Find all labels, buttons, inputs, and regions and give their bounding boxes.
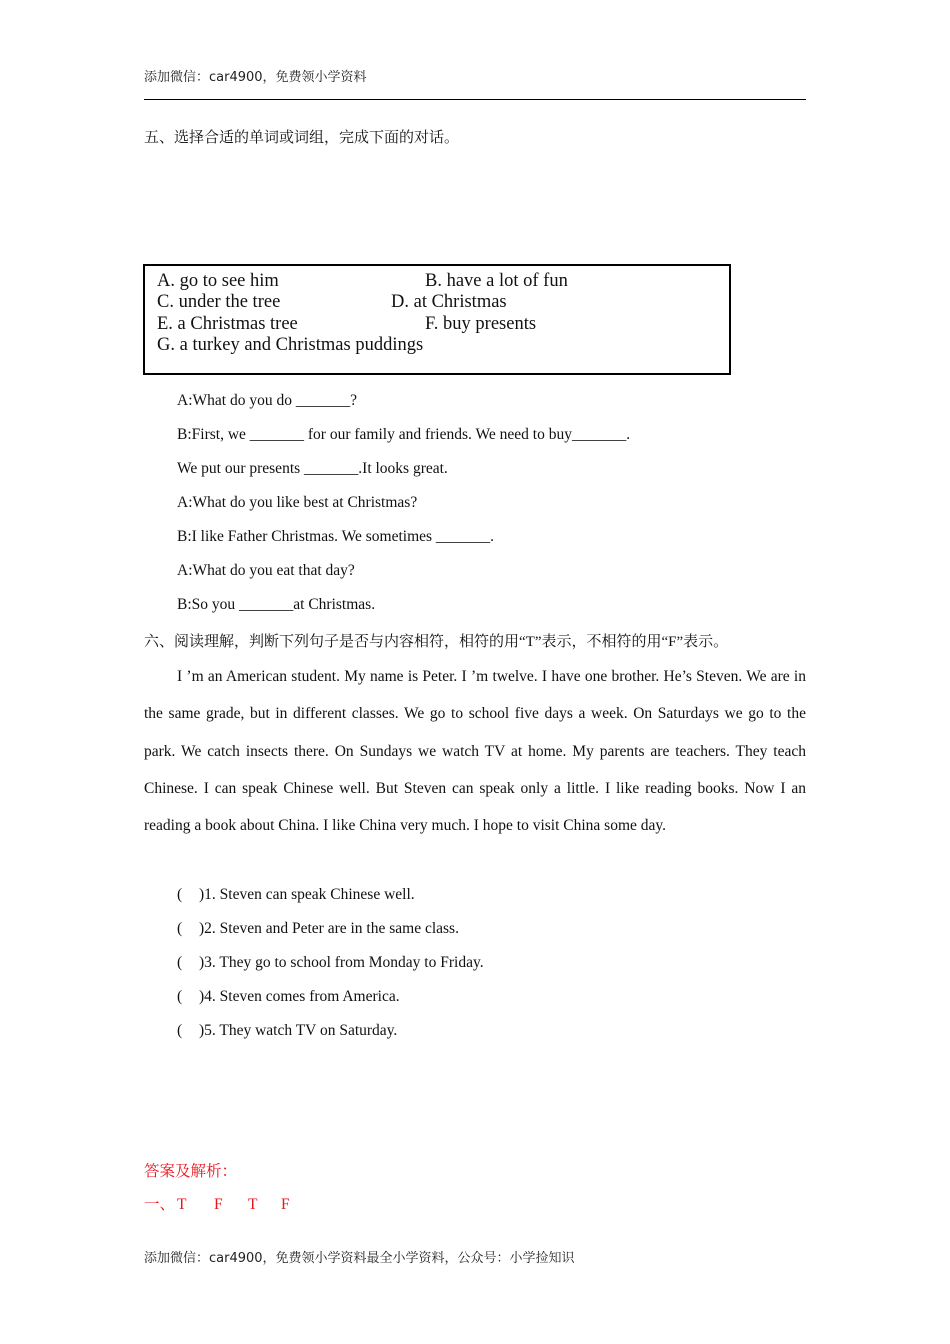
- option-b: B. have a lot of fun: [425, 271, 568, 291]
- question-item: [177, 954, 484, 972]
- question-item: [177, 1022, 397, 1040]
- page-header: 添加微信：car4900，免费领小学资料: [144, 70, 367, 85]
- answer-value: T: [177, 1196, 187, 1213]
- dialogue-line: B:I like Father Christmas. We sometimes _______.: [177, 528, 495, 545]
- section-5-title: 五、选择合适的单词或词组，完成下面的对话。: [144, 130, 460, 146]
- answers-row-label: 一、: [144, 1196, 176, 1213]
- dialogue-line: B:First, we _______ for our family and friends. We need to buy_______.: [177, 426, 631, 443]
- page-footer: 添加微信：car4900，免费领小学资料最全小学资料，公众号：小学捡知识: [144, 1251, 575, 1266]
- answer-paren[interactable]: (: [177, 886, 183, 903]
- question-text: )3. They go to school from Monday to Friday.: [199, 954, 484, 971]
- answer-value: F: [281, 1196, 290, 1213]
- dialogue-line: B:So you _______at Christmas.: [177, 596, 376, 613]
- question-item: [177, 920, 459, 938]
- option-c: C. under the tree: [157, 292, 281, 312]
- option-g: G. a turkey and Christmas puddings: [157, 335, 424, 355]
- dialogue-line: A:What do you eat that day?: [177, 562, 355, 579]
- question-text: )5. They watch TV on Saturday.: [199, 1022, 398, 1039]
- answer-value: F: [214, 1196, 223, 1213]
- dialogue-line: A:What do you do _______?: [177, 392, 357, 409]
- option-e: E. a Christmas tree: [157, 314, 298, 334]
- answers-title: 答案及解析：: [144, 1163, 238, 1180]
- section-6-title: 六、阅读理解，判断下列句子是否与内容相符，相符的用“T”表示，不相符的用“F”表示。: [144, 634, 729, 650]
- dialogue-line: A:What do you like best at Christmas?: [177, 494, 418, 511]
- option-a: A. go to see him: [157, 271, 279, 291]
- dialogue-line: We put our presents _______.It looks great.: [177, 460, 448, 477]
- reading-passage: I ’m an American student. My name is Peter. I ’m twelve. I have one brother. He’s Steven. We are in the same grade, but in different classes. We go to school five days a week. On Saturdays we go to the park. We catch insects there. On Sundays we watch TV at home. My parents are teachers. They teach Chinese. I can speak Chinese well. But Steven can speak only a little. I like reading books. Now I an reading a book about China. I like China very much. I hope to visit China some day.: [144, 668, 806, 835]
- answer-value: T: [248, 1196, 258, 1213]
- question-text: )2. Steven and Peter are in the same class.: [199, 920, 459, 937]
- answer-paren[interactable]: (: [177, 954, 183, 971]
- question-item: [177, 988, 400, 1006]
- answer-paren[interactable]: (: [177, 920, 183, 937]
- question-text: )4. Steven comes from America.: [199, 988, 400, 1005]
- answer-paren[interactable]: (: [177, 988, 183, 1005]
- question-text: )1. Steven can speak Chinese well.: [199, 886, 415, 903]
- answers-row: [144, 1192, 290, 1214]
- question-item: [177, 886, 415, 904]
- option-d: D. at Christmas: [391, 292, 507, 312]
- answer-paren[interactable]: (: [177, 1022, 183, 1039]
- option-f: F. buy presents: [425, 314, 537, 334]
- header-divider: [144, 99, 806, 100]
